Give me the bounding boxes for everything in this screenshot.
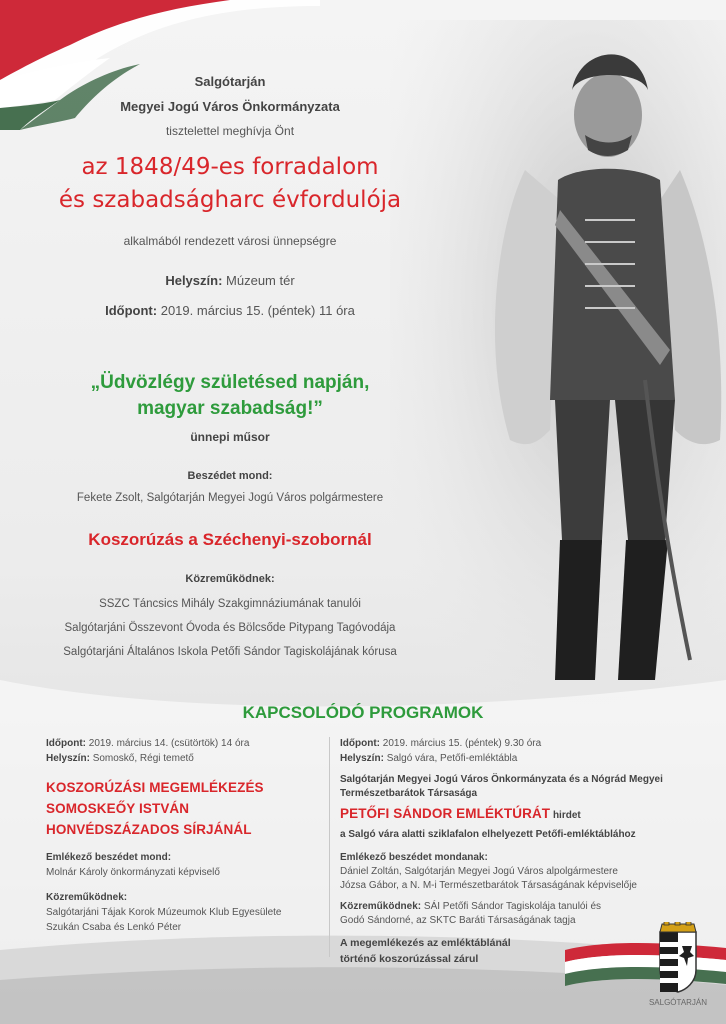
left-contributors-heading bbox=[46, 892, 326, 903]
left-place-value: Somoskő, Régi temető bbox=[92, 753, 194, 764]
program-quote-line2: magyar szabadság!” bbox=[137, 398, 323, 419]
right-speakers-line2: Józsa Gábor, a N. M-i Természetbarátok Társaságának képviselője bbox=[340, 880, 637, 891]
left-title-line1: KOSZORÚZÁSI MEGEMLÉKEZÉS bbox=[46, 780, 264, 795]
program-quote-line1: „Üdvözlégy születésed napján, bbox=[90, 372, 370, 393]
left-speaker-heading bbox=[46, 852, 326, 863]
right-organizer-line1-text: Salgótarján Megyei Jogú Város Önkormányzata és a Nógrád Megyei bbox=[340, 774, 663, 785]
event-title-line1: az 1848/49-es forradalom bbox=[81, 154, 379, 180]
organizer-city: Salgótarján bbox=[194, 74, 266, 89]
left-contributors-line1: Salgótarjáni Tájak Korok Múzeumok Klub Egyesülete bbox=[46, 907, 282, 918]
right-contributors-line1 bbox=[340, 901, 700, 912]
left-speaker-heading-text: Emlékező beszédet mond: bbox=[46, 852, 172, 863]
contributors-heading: Közreműködnek: bbox=[185, 573, 275, 585]
event-time bbox=[0, 303, 460, 318]
right-closing-line1-text: A megemlékezés az emléktáblánál bbox=[340, 937, 511, 949]
left-place bbox=[46, 753, 326, 764]
venue-value: Múzeum tér bbox=[226, 273, 295, 288]
occasion-line: alkalmából rendezett városi ünnepségre bbox=[123, 234, 337, 248]
right-organizer-line2-text: Természetbarátok Társasága bbox=[340, 788, 478, 799]
related-programs-heading: KAPCSOLÓDÓ PROGRAMOK bbox=[242, 703, 484, 722]
column-divider bbox=[329, 737, 330, 957]
time-label: Időpont: bbox=[105, 303, 158, 318]
city-name-label: SALGÓTARJÁN bbox=[648, 998, 708, 1007]
right-contributors-heading: Közreműködnek: bbox=[340, 901, 422, 912]
left-contributors-line2: Szukán Csaba és Lenkó Péter bbox=[46, 922, 182, 933]
right-place-label: Helyszín: bbox=[340, 753, 384, 764]
right-organizer-line1 bbox=[340, 774, 700, 785]
right-contributors-text1: SÁI Petőfi Sándor Tagiskolája tanulói és bbox=[423, 901, 602, 912]
contributor-item: Salgótarjáni Általános Iskola Petőfi Sándor Tagiskolájának kórusa bbox=[63, 646, 397, 658]
contributor-item: SSZC Táncsics Mihály Szakgimnáziumának tanulói bbox=[99, 598, 361, 610]
right-speakers-line1: Dániel Zoltán, Salgótarján Megyei Jogú Város alpolgármestere bbox=[340, 866, 618, 877]
time-value: 2019. március 15. (péntek) 11 óra bbox=[160, 303, 355, 318]
left-place-label: Helyszín: bbox=[46, 753, 90, 764]
contributor-item: Salgótarjáni Összevont Óvoda és Bölcsőde Pitypang Tagóvodája bbox=[64, 622, 396, 634]
speaker-name: Fekete Zsolt, Salgótarján Megyei Jogú Város polgármestere bbox=[76, 492, 384, 504]
right-subtitle-text: a Salgó vára alatti sziklafalon elhelyezett Petőfi-emléktáblához bbox=[340, 829, 636, 840]
right-time-label: Időpont: bbox=[340, 738, 380, 749]
venue-label: Helyszín: bbox=[165, 273, 223, 288]
left-speaker: Molnár Károly önkormányzati képviselő bbox=[46, 867, 220, 878]
invitation-line: tisztelettel meghívja Önt bbox=[165, 124, 295, 138]
right-title-suffix: hirdet bbox=[552, 810, 581, 821]
left-time-label: Időpont: bbox=[46, 738, 86, 749]
event-title-line2: és szabadságharc évfordulója bbox=[58, 187, 402, 213]
left-time bbox=[46, 738, 326, 749]
right-title-text: PETŐFI SÁNDOR EMLÉKTÚRÁT bbox=[340, 806, 551, 821]
right-speakers-heading bbox=[340, 852, 700, 863]
program-subtitle: ünnepi műsor bbox=[190, 430, 270, 444]
right-time-value: 2019. március 15. (péntek) 9.30 óra bbox=[382, 738, 542, 749]
right-organizer-line2 bbox=[340, 788, 700, 799]
right-place-value: Salgó vára, Petőfi-emléktábla bbox=[386, 753, 518, 764]
left-contributors-heading-text: Közreműködnek: bbox=[46, 892, 128, 903]
organizer-name: Megyei Jogú Város Önkormányzata bbox=[120, 99, 340, 114]
venue bbox=[0, 273, 460, 288]
right-subtitle bbox=[340, 829, 700, 840]
right-title bbox=[340, 806, 700, 821]
right-time bbox=[340, 738, 700, 749]
wreath-laying-title: Koszorúzás a Széchenyi-szobornál bbox=[88, 530, 372, 549]
right-closing-line2-text: történő koszorúzással zárul bbox=[340, 953, 479, 965]
right-place bbox=[340, 753, 700, 764]
left-time-value: 2019. március 14. (csütörtök) 14 óra bbox=[88, 738, 250, 749]
right-contributors-line2: Godó Sándorné, az SKTC Baráti Társaságának tagja bbox=[340, 915, 576, 926]
right-speakers-heading-text: Emlékező beszédet mondanak: bbox=[340, 852, 488, 863]
speaker-heading: Beszédet mond: bbox=[187, 470, 273, 482]
left-title-line3: HONVÉDSZÁZADOS SÍRJÁNÁL bbox=[46, 822, 252, 837]
city-coat-of-arms-icon bbox=[652, 922, 704, 994]
left-title-line2: SOMOSKEŐY ISTVÁN bbox=[46, 801, 190, 816]
